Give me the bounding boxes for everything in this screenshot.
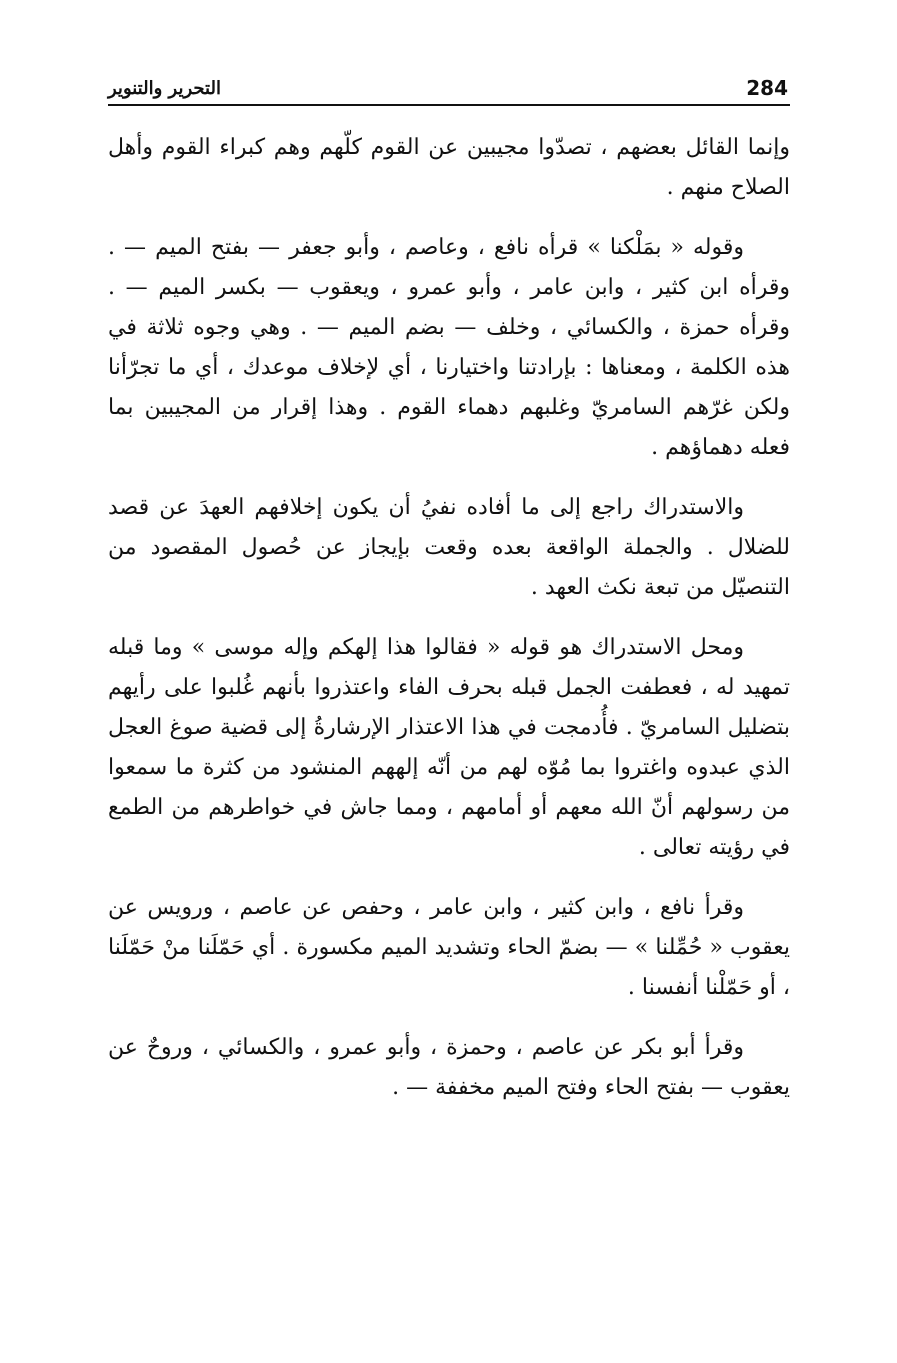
running-title: التحرير والتنوير xyxy=(108,78,221,99)
page-number: 284 xyxy=(746,76,788,100)
page-header xyxy=(108,74,788,104)
paragraph-1: وإنما القائل بعضهم ، تصدّوا مجيبين عن القوم كلّهم وهم كبراء القوم وأهل الصلاح منهم . xyxy=(108,135,790,200)
paragraph-4: ومحل الاستدراك هو قوله « فقالوا هذا إلهكم وإله موسى » وما قبله تمهيد له ، فعطفت الجمل قبله بحرف الفاء واعتذروا بأنهم غُلبوا على رأيهم بتضليل السامريّ . فأُدمجت في هذا الاعتذار الإرشارةُ إلى قضية صوغ العجل الذي عبدوه واغتروا بما مُوّه لهم من أنّه إلههم المنشود من كثرة ما سمعوا من رسولهم أنّ الله معهم أو أمامهم ، ومما جاش في خواطرهم من الطمع في رؤيته تعالى . xyxy=(108,635,790,860)
paragraph-5: وقرأ نافع ، وابن كثير ، وابن عامر ، وحفص عن عاصم ، ورويس عن يعقوب « حُمِّلنا » — بضمّ الحاء وتشديد الميم مكسورة . أي حَمّلَنا منْ حَمّلَنا ، أو حَمّلْنا أنفسنا . xyxy=(108,895,790,1000)
header-divider xyxy=(108,104,790,106)
body-text xyxy=(108,128,790,1108)
paragraph-2: وقوله « بمَلْكنا » قرأه نافع ، وعاصم ، وأبو جعفر — بفتح الميم — . وقرأه ابن كثير ، وابن عامر ، وأبو عمرو ، ويعقوب — بكسر الميم — . وقرأه حمزة ، والكسائي ، وخلف — بضم الميم — . وهي وجوه ثلاثة في هذه الكلمة ، ومعناها : بإرادتنا واختيارنا ، أي لإخلاف موعدك ، أي ما تجرّأنا ولكن غرّهم السامريّ وغلبهم دهماء القوم . وهذا إقرار من المجيبين بما فعله دهماؤهم . xyxy=(108,235,790,460)
paragraph-3: والاستدراك راجع إلى ما أفاده نفيُ أن يكون إخلافهم العهدَ عن قصد للضلال . والجملة الواقعة بعده وقعت بإيجاز عن حُصول المقصود من التنصيّل من تبعة نكث العهد . xyxy=(108,495,790,600)
paragraph-6: وقرأ أبو بكر عن عاصم ، وحمزة ، وأبو عمرو ، والكسائي ، وروحٌ عن يعقوب — بفتح الحاء وفتح الميم مخففة — . xyxy=(108,1035,790,1100)
